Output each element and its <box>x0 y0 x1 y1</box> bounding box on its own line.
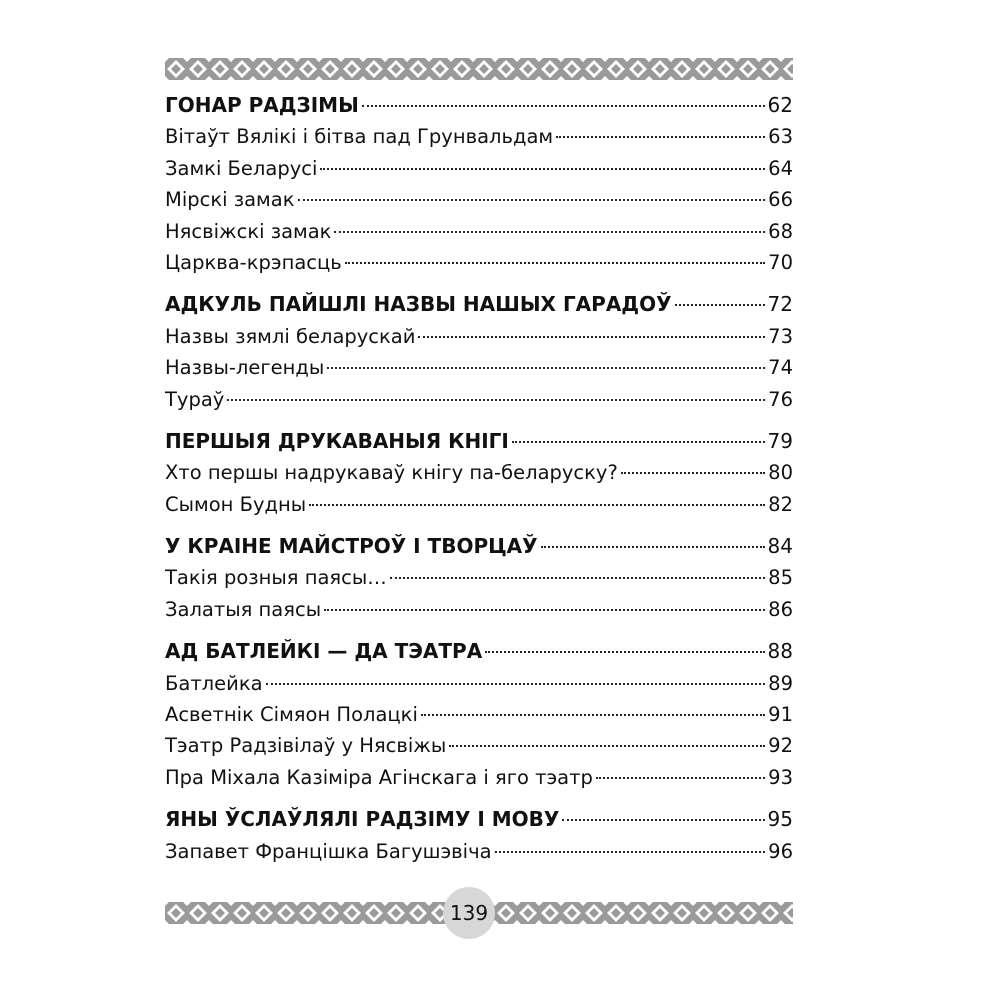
dot-leader <box>390 577 765 579</box>
toc-page-number: 80 <box>768 461 793 485</box>
toc-entry-title: Замкі Беларусі <box>165 156 318 180</box>
toc-item-row <box>165 730 793 761</box>
toc-item-row <box>165 762 793 793</box>
toc-page-number: 72 <box>767 292 793 317</box>
toc-entry-title: Хто першы надрукаваў кнігу па-беларуску? <box>165 461 618 485</box>
toc-page-number: 82 <box>768 492 793 516</box>
toc-entry-title: У КРАІНЕ МАЙСТРОЎ І ТВОРЦАЎ <box>165 534 538 559</box>
toc-entry-title: АДКУЛЬ ПАЙШЛІ НАЗВЫ НАШЫХ ГАРАДОЎ <box>165 292 672 317</box>
toc-item-row <box>165 668 793 699</box>
dot-leader <box>421 714 765 716</box>
toc-page-number: 68 <box>768 219 793 243</box>
toc-page-number: 79 <box>767 428 793 453</box>
toc-entry-title: Мірскі замак <box>165 188 295 212</box>
toc-section-row <box>165 289 793 320</box>
toc-entry-title: Назвы-легенды <box>165 356 325 380</box>
toc-page-number: 92 <box>768 734 793 758</box>
dot-leader <box>556 136 765 138</box>
toc-item-row <box>165 352 793 383</box>
toc-item-row <box>165 153 793 184</box>
dot-leader <box>327 367 765 369</box>
toc-entry-title: ПЕРШЫЯ ДРУКАВАНЫЯ КНІГІ <box>165 428 509 453</box>
toc-section-row <box>165 804 793 835</box>
toc-entry-title: Назвы зямлі беларускай <box>165 324 416 348</box>
toc-section-row <box>165 636 793 667</box>
toc-entry-title: Такія розныя паясы… <box>165 566 387 590</box>
table-of-contents <box>165 90 793 867</box>
top-ornament-border <box>165 58 793 80</box>
toc-page-number: 89 <box>768 671 793 695</box>
toc-item-row <box>165 384 793 415</box>
toc-page-number: 70 <box>768 250 793 274</box>
toc-entry-title: АД БАТЛЕЙКІ — ДА ТЭАТРА <box>165 639 483 664</box>
dot-leader <box>562 819 764 821</box>
toc-page-number: 64 <box>768 156 793 180</box>
toc-entry-title: Запавет Францішка Багушэвіча <box>165 839 492 863</box>
toc-section-row <box>165 426 793 457</box>
toc-item-row <box>165 321 793 352</box>
dot-leader <box>298 199 766 201</box>
toc-entry-title: Залатыя паясы <box>165 597 322 621</box>
toc-page-number: 66 <box>768 188 793 212</box>
toc-entry-title: Сымон Будны <box>165 492 307 516</box>
toc-item-row <box>165 594 793 625</box>
toc-page-number: 76 <box>768 387 793 411</box>
toc-item-row <box>165 836 793 867</box>
toc-page-number: 88 <box>767 639 793 664</box>
dot-leader <box>309 504 765 506</box>
page-number-badge: 139 <box>443 887 495 939</box>
toc-page-number: 95 <box>767 807 793 832</box>
toc-section-row <box>165 531 793 562</box>
toc-page-number: 93 <box>768 765 793 789</box>
toc-item-row <box>165 562 793 593</box>
toc-section-row <box>165 90 793 121</box>
dot-leader <box>449 745 765 747</box>
toc-entry-title: Тэатр Радзівілаў у Нясвіжы <box>165 734 447 758</box>
toc-page-number: 91 <box>768 703 793 727</box>
toc-entry-title: Батлейка <box>165 671 263 695</box>
toc-item-row <box>165 184 793 215</box>
toc-item-row <box>165 699 793 730</box>
toc-entry-title: ЯНЫ ЎСЛАЎЛЯЛІ РАДЗІМУ І МОВУ <box>165 807 560 832</box>
toc-entry-title: Асветнік Сімяон Полацкі <box>165 703 418 727</box>
toc-entry-title: ГОНАР РАДЗІМЫ <box>165 93 359 117</box>
toc-page-number: 86 <box>768 597 793 621</box>
dot-leader <box>621 472 765 474</box>
dot-leader <box>266 683 766 685</box>
toc-page-number: 85 <box>768 566 793 590</box>
dot-leader <box>495 851 766 853</box>
dot-leader <box>485 651 764 653</box>
toc-item-row <box>165 121 793 152</box>
dot-leader <box>320 168 765 170</box>
dot-leader <box>596 777 765 779</box>
toc-page-number: 74 <box>768 356 793 380</box>
toc-entry-title: Вітаўт Вялікі і бітва пад Грунвальдам <box>165 125 554 149</box>
toc-page-number: 73 <box>768 324 793 348</box>
dot-leader <box>324 609 765 611</box>
dot-leader <box>334 231 765 233</box>
toc-item-row <box>165 247 793 278</box>
toc-entry-title: Тураў <box>165 387 225 411</box>
toc-page-number: 62 <box>767 93 793 117</box>
toc-entry-title: Пра Міхала Казіміра Агінскага і яго тэатр <box>165 765 593 789</box>
dot-leader <box>512 441 765 443</box>
toc-entry-title: Царква-крэпасць <box>165 250 342 274</box>
dot-leader <box>541 546 765 548</box>
toc-page-number: 63 <box>768 125 793 149</box>
dot-leader <box>227 399 765 401</box>
toc-item-row <box>165 457 793 488</box>
dot-leader <box>362 105 765 107</box>
dot-leader <box>418 336 765 338</box>
toc-item-row <box>165 216 793 247</box>
toc-page-number: 84 <box>767 534 793 559</box>
dot-leader <box>675 304 765 306</box>
toc-page-number: 96 <box>768 839 793 863</box>
toc-entry-title: Нясвіжскі замак <box>165 219 332 243</box>
dot-leader <box>345 262 765 264</box>
toc-item-row <box>165 489 793 520</box>
